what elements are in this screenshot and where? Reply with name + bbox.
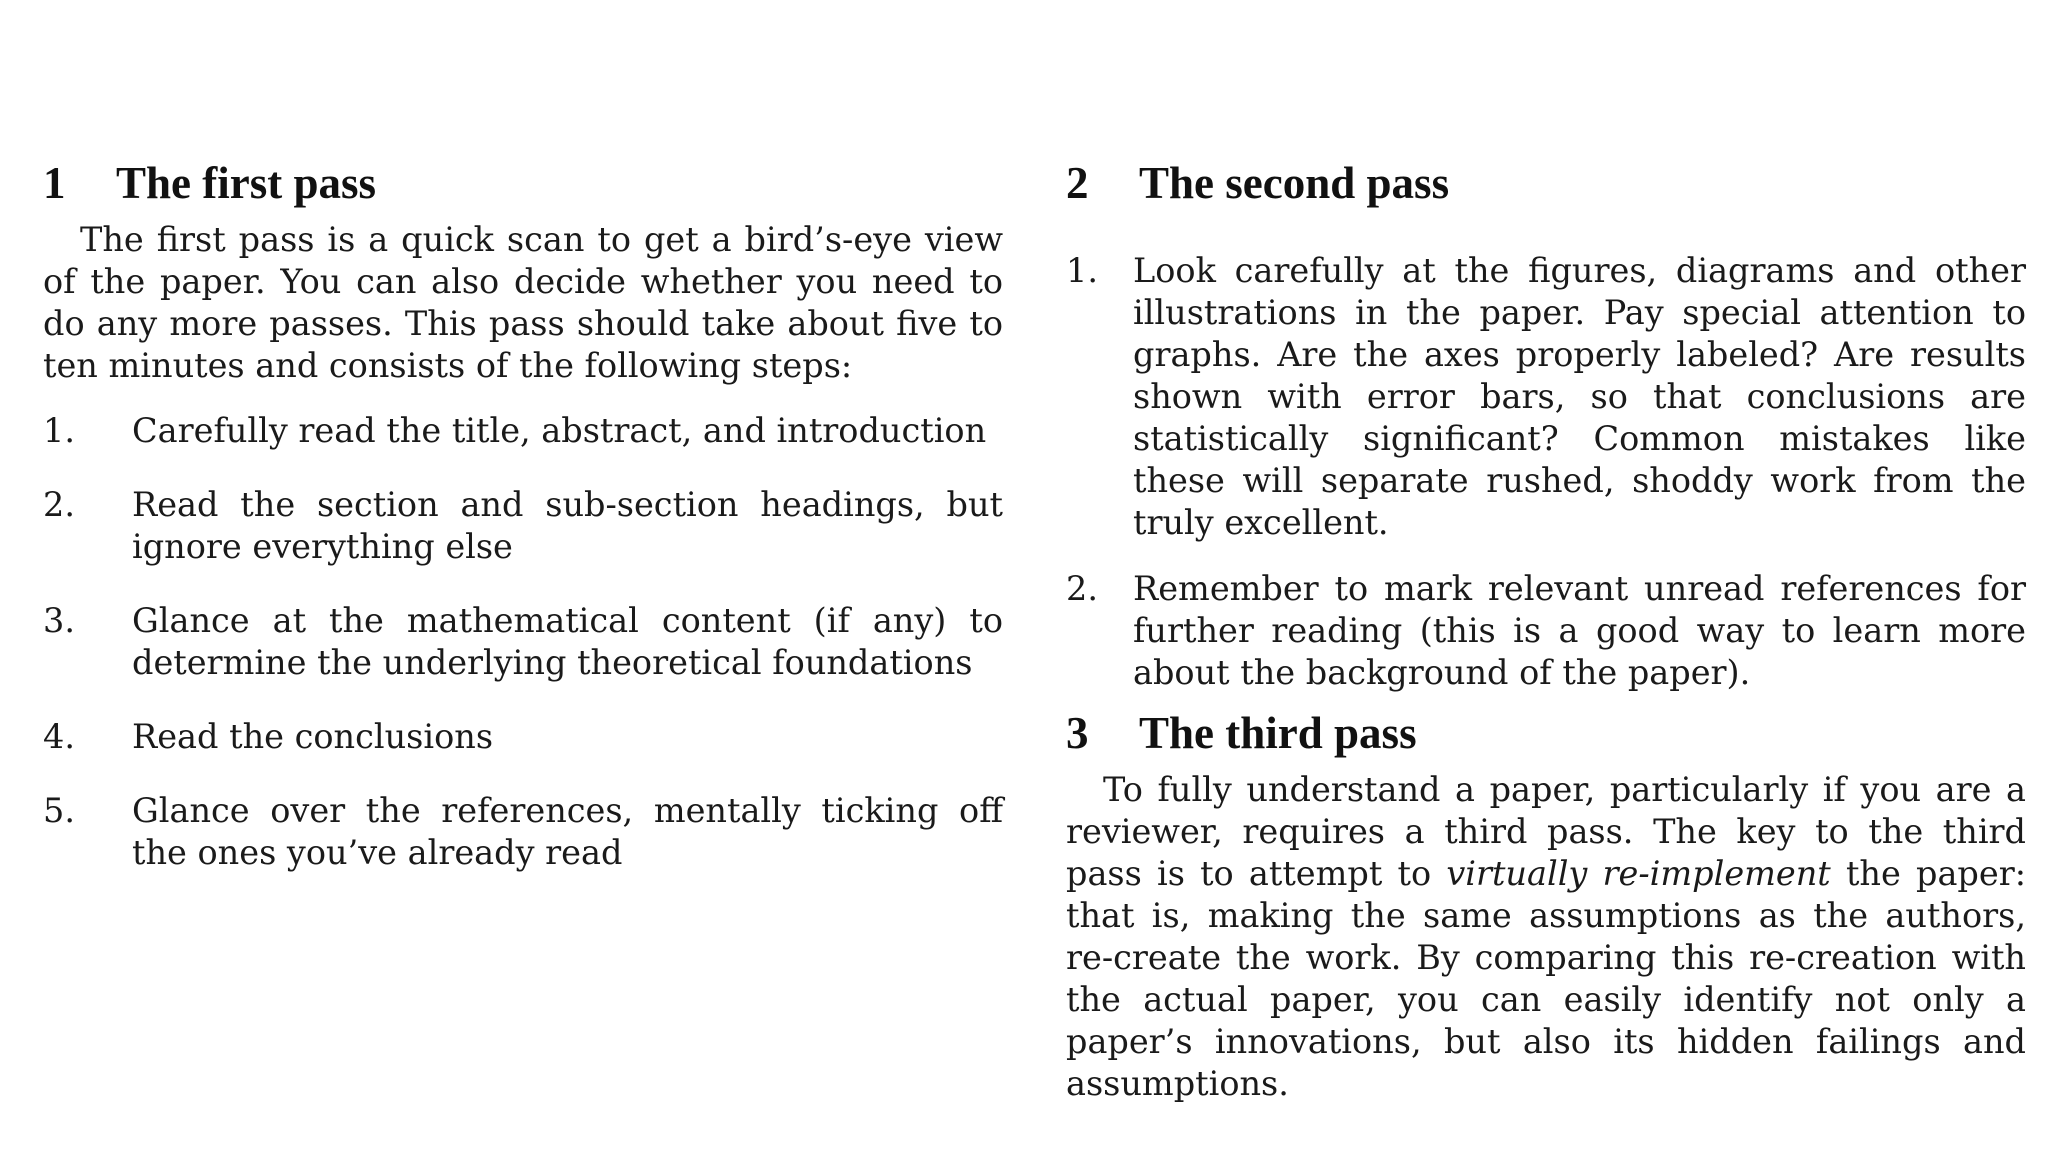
section-3-emphasis: virtually re-implement [1446,854,1831,893]
section-2-heading [1066,155,1449,211]
list-item-number: 1. [1066,251,1098,290]
second-pass-steps [1066,250,2026,718]
list-item [43,410,1003,452]
list-item-number: 2. [1066,569,1098,608]
list-item-text: Carefully read the title, abstract, and introduction [132,411,987,450]
list-item-number: 4. [43,717,75,756]
section-1-number: 1 [43,158,66,208]
list-item [1066,568,2026,694]
list-item [43,600,1003,684]
section-3-number: 3 [1066,708,1089,758]
list-item-text: Glance at the mathematical content (if any) to determine the underlying theoretical foundations [132,601,1003,682]
section-2-number: 2 [1066,158,1089,208]
list-item-text: Look carefully at the figures, diagrams and other illustrations in the paper. Pay special attention to graphs. Are the axes properly labeled? Are results shown with error bars, so that conclusions are statistically significant? Common mistakes like these will separate rushed, shoddy work from the truly excellent. [1133,251,2026,542]
section-1-intro: The first pass is a quick scan to get a bird’s-eye view of the paper. You can also decide whether you need to do any more passes. This pass should take about five to ten minutes and consists of the following steps: [43,220,1003,385]
list-item-number: 2. [43,485,75,524]
list-item [43,790,1003,874]
list-item-text: Remember to mark relevant unread references for further reading (this is a good way to learn more about the background of the paper). [1133,569,2026,692]
list-item-text: Read the conclusions [132,717,494,756]
section-1-heading [43,155,376,211]
list-item-number: 5. [43,791,75,830]
section-3-title: The third pass [1139,708,1417,758]
list-item [1066,250,2026,544]
section-2-title: The second pass [1139,158,1450,208]
list-item-number: 1. [43,411,75,450]
list-item-number: 3. [43,601,75,640]
section-1-title: The first pass [116,158,377,208]
list-item-text: Glance over the references, mentally ticking off the ones you’ve already read [132,791,1003,872]
list-item-text: Read the section and sub-section headings, but ignore everything else [132,485,1003,566]
section-3-text-before: To fully understand a paper, particularly if you are a reviewer, requires a third pass. The key to the third pass is to attempt to [1066,770,2026,893]
list-item [43,484,1003,568]
section-3-heading [1066,705,1417,761]
first-pass-steps [43,410,1003,906]
section-3-text-after: the paper: that is, making the same assumptions as the authors, re-create the work. By comparing this re-creation with the actual paper, you can easily identify not only a paper’s innovations, but also its hidden failings and assumptions. [1066,854,2027,1103]
section-3-paragraph [1066,769,2026,1105]
list-item [43,716,1003,758]
